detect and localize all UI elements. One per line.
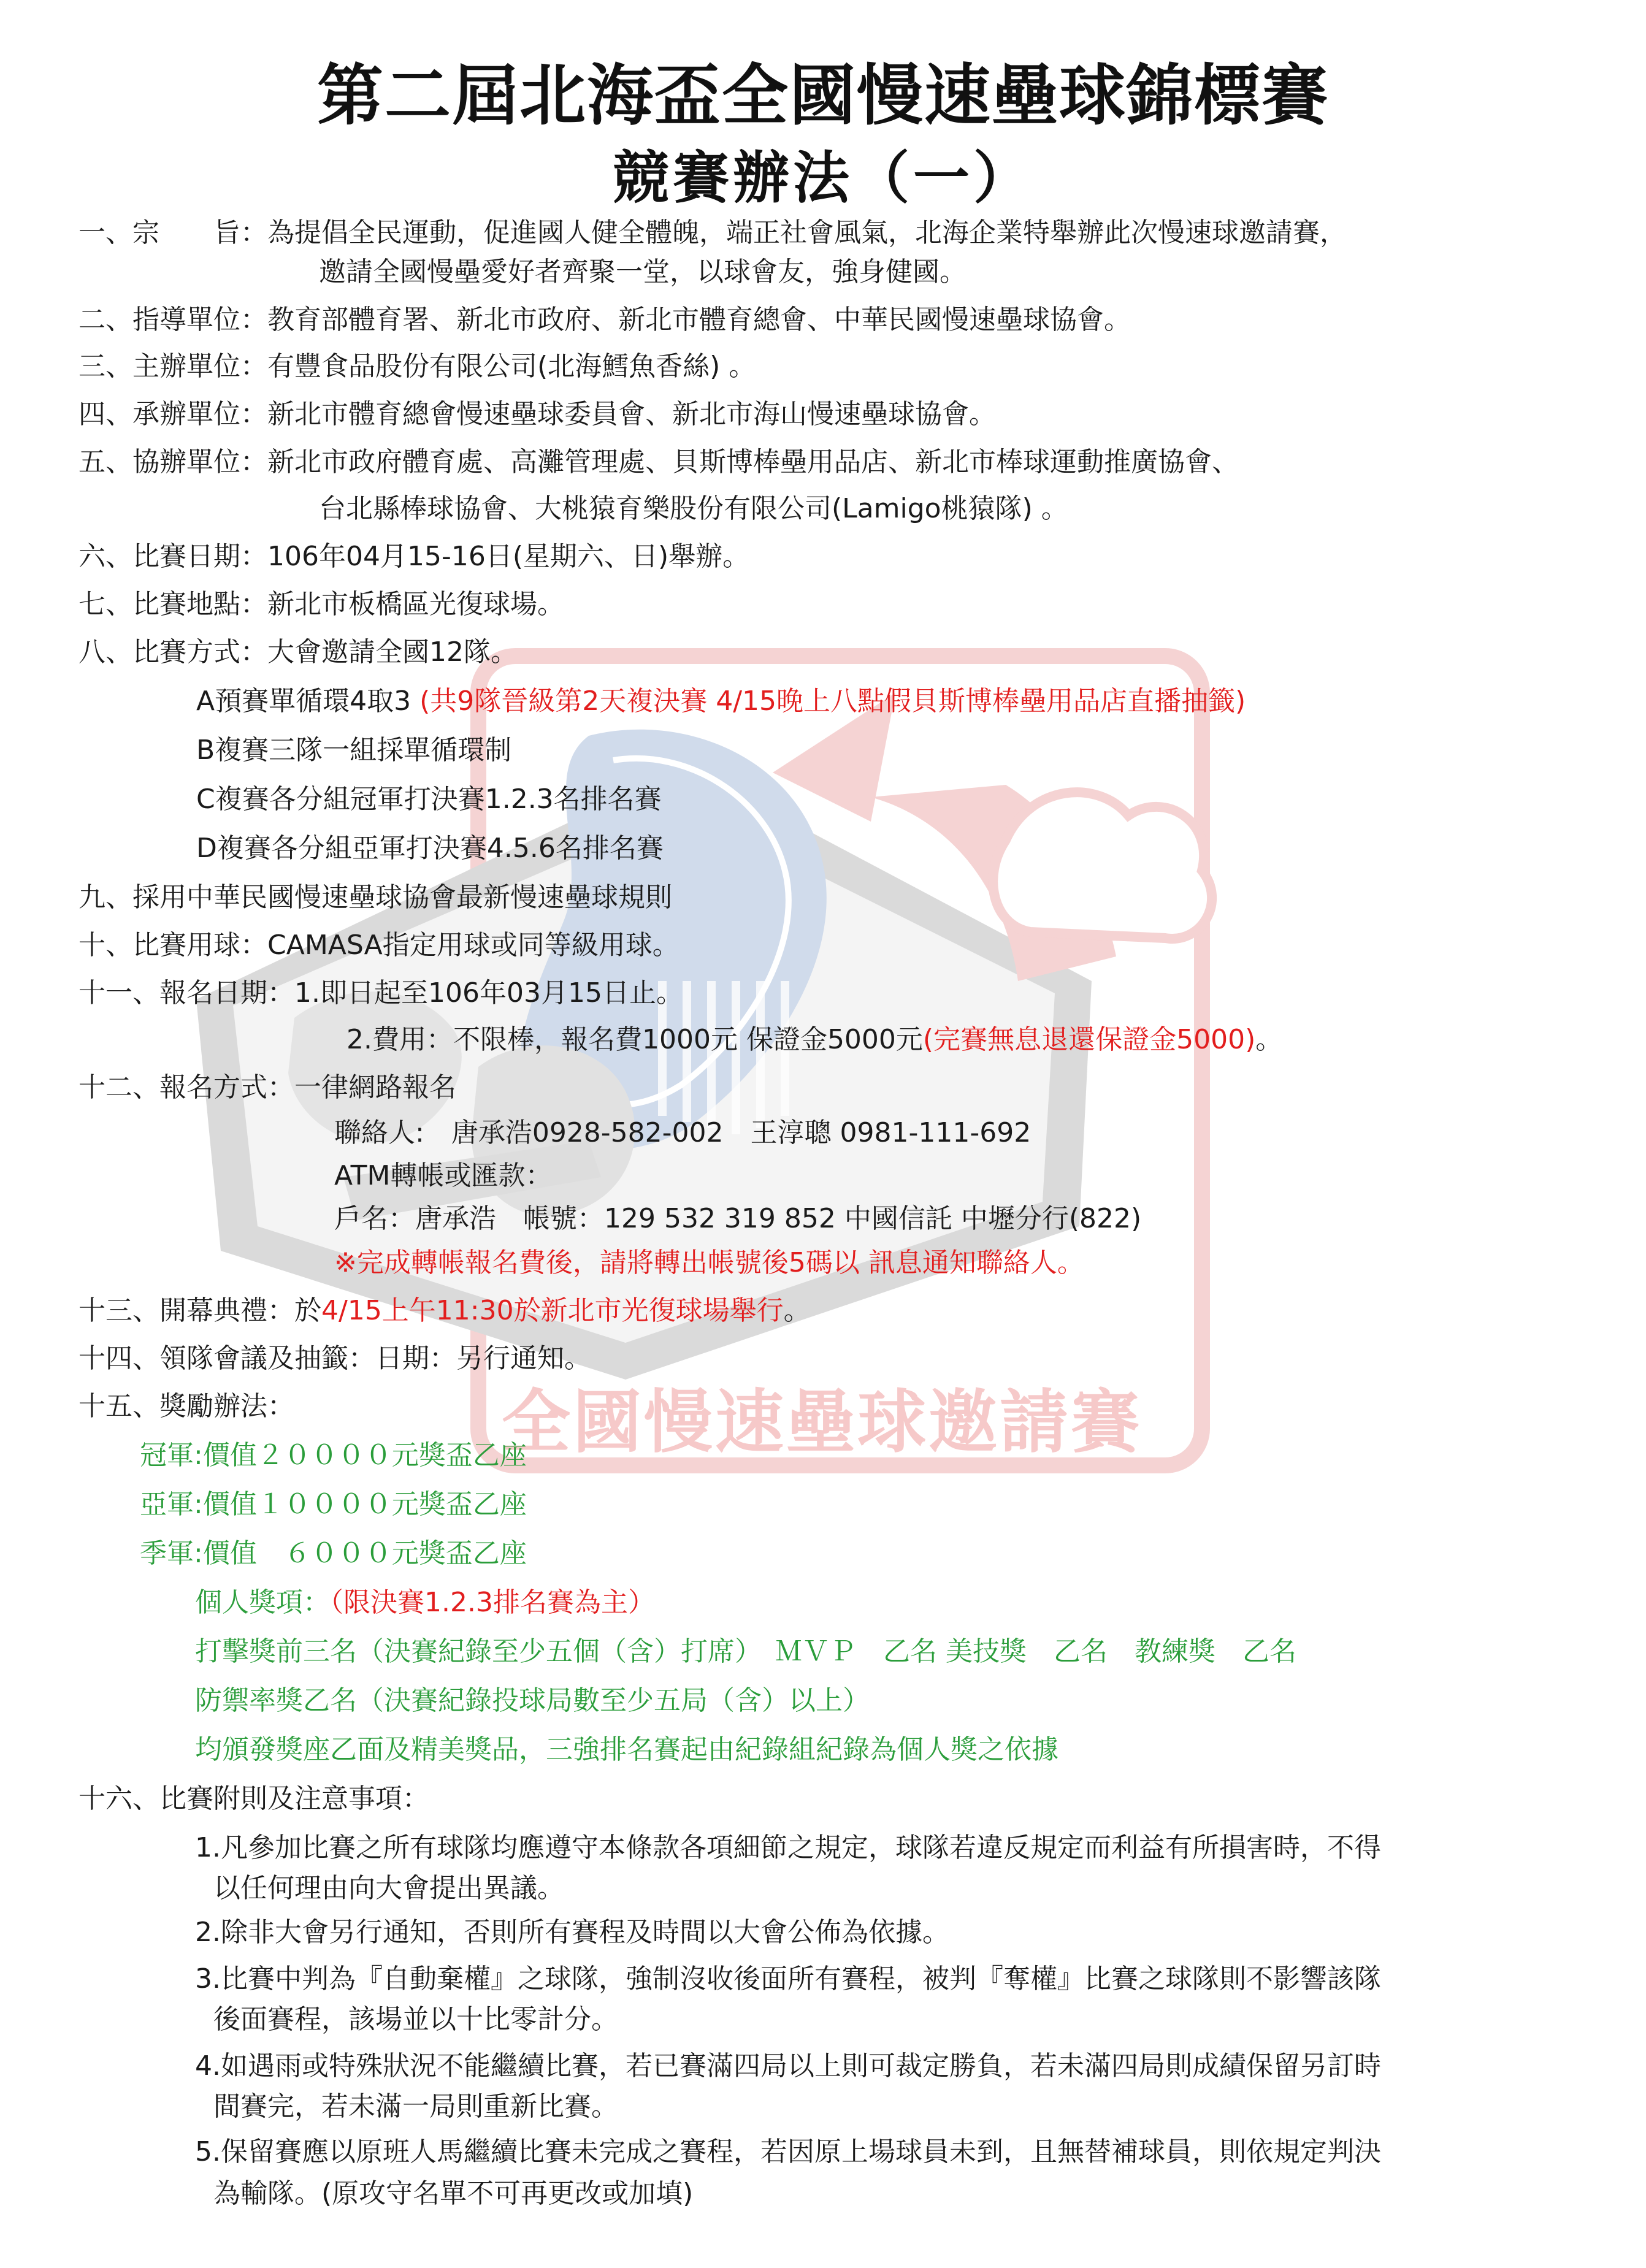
section-5-line-1	[78, 444, 1239, 481]
rule-4-line-1: 4.如遇雨或特殊狀況不能繼續比賽，若已賽滿四局以上則可裁定勝負，若未滿四局則成績保留另訂時	[195, 2050, 1381, 2082]
rule-2: 2.除非大會另行通知，否則所有賽程及時間以大會公佈為依據。	[195, 1917, 949, 1948]
section-16-label: 比賽附則及注意事項：	[159, 1783, 429, 1814]
section-12-number: 十二、	[78, 1072, 159, 1103]
section-16	[78, 1781, 429, 1817]
rule-1-line-1: 1.凡參加比賽之所有球隊均應遵守本條款各項細節之規定，球隊若違反規定而利益有所損害時，不得	[195, 1832, 1381, 1863]
section-11-number: 十一、	[78, 977, 159, 1009]
section-10-text: CAMASA指定用球或同等級用球。	[267, 930, 679, 961]
award-defense: 防禦率獎乙名（決賽紀錄投球局數至少五局（含）以上）	[195, 1685, 870, 1716]
award-individual-note: （限決賽1.2.3排名賽為主）	[330, 1587, 655, 1618]
section-16-number: 十六、	[78, 1783, 159, 1814]
section-8	[78, 634, 518, 671]
section-6-text: 106年04月15-16日(星期六、日)舉辦。	[267, 541, 750, 572]
section-10-number: 十、	[78, 930, 132, 961]
section-8-item-b: B複賽三隊一組採單循環制	[196, 735, 512, 766]
section-11-fee-end: 。	[1255, 1024, 1283, 1055]
section-3-number: 三、	[78, 351, 132, 382]
section-3-text: 有豐食品股份有限公司(北海鱈魚香絲) 。	[267, 351, 756, 382]
section-10-label: 比賽用球：	[132, 930, 267, 961]
section-1-line-2: 邀請全國慢壘愛好者齊聚一堂，以球會友，強身健國。	[319, 256, 967, 288]
section-13-label: 開幕典禮：	[159, 1295, 294, 1326]
section-7	[78, 586, 564, 623]
section-6-number: 六、	[78, 541, 132, 572]
section-11-label: 報名日期：	[159, 977, 294, 1009]
section-13-pre: 於	[294, 1295, 321, 1326]
section-6	[78, 538, 749, 575]
award-batting: 打擊獎前三名（決賽紀錄至少五個（含）打席） ＭＶＰ 乙名 美技獎 乙名 教練獎 乙名	[195, 1636, 1296, 1667]
rule-3-line-2: 後面賽程，該場並以十比零計分。	[213, 2004, 618, 2035]
section-15-label: 獎勵辦法：	[159, 1391, 294, 1422]
award-runner-up: 亞軍:價值１００００元獎盃乙座	[140, 1489, 527, 1520]
section-12-contact: 聯絡人: 唐承浩0928-582-002 王淳聰 0981-111-692	[334, 1117, 1032, 1148]
section-2-label: 指導單位：	[132, 304, 267, 335]
section-2-number: 二、	[78, 304, 132, 335]
award-individual	[195, 1584, 655, 1621]
section-4-label: 承辦單位：	[132, 399, 267, 430]
section-9-number: 九、	[78, 882, 132, 913]
section-13-end: 。	[783, 1295, 811, 1326]
section-8-item-d: D複賽各分組亞軍打決賽4.5.6名排名賽	[196, 833, 664, 864]
section-12-text: 一律網路報名	[294, 1072, 456, 1103]
section-3	[78, 348, 756, 385]
section-13	[78, 1292, 811, 1329]
section-15-number: 十五、	[78, 1391, 159, 1422]
award-third: 季軍:價值 ６０００元獎盃乙座	[140, 1538, 527, 1569]
section-14-number: 十四、	[78, 1343, 159, 1374]
section-11-fee-note: (完賽無息退還保證金5000)	[922, 1024, 1256, 1055]
section-5-label: 協辦單位：	[132, 446, 267, 478]
section-7-number: 七、	[78, 589, 132, 620]
section-8-label: 比賽方式：	[132, 636, 267, 668]
section-11-text: 1.即日起至106年03月15日止。	[294, 977, 683, 1009]
rule-3-line-1: 3.比賽中判為『自動棄權』之球隊，強制沒收後面所有賽程，被判『奪權』比賽之球隊則不影響該隊	[195, 1963, 1381, 1995]
section-13-number: 十三、	[78, 1295, 159, 1326]
watermark-text: 全國慢速壘球邀請賽	[502, 1383, 1142, 1462]
rule-5-line-1: 5.保留賽應以原班人馬繼續比賽未完成之賽程，若因原上場球員未到，且無替補球員，則依規定判決	[195, 2136, 1381, 2167]
section-8-item-c: C複賽各分組冠軍打決賽1.2.3名排名賽	[196, 784, 662, 815]
section-8-number: 八、	[78, 636, 132, 668]
section-2-text: 教育部體育署、新北市政府、新北市體育總會、中華民國慢速壘球協會。	[267, 304, 1131, 335]
section-1-label: 宗 旨：	[132, 217, 267, 248]
rule-5-line-2: 為輸隊。(原攻守名單不可再更改或加填)	[213, 2178, 694, 2209]
section-5-text: 新北市政府體育處、高灘管理處、貝斯博棒壘用品店、新北市棒球運動推廣協會、	[267, 446, 1239, 478]
section-11	[78, 975, 683, 1012]
section-3-label: 主辦單位：	[132, 351, 267, 382]
section-2	[78, 302, 1131, 338]
section-8-item-a-note: (共9隊晉級第2天複決賽 4/15晚上八點假貝斯博棒壘用品店直播抽籤)	[419, 685, 1246, 717]
section-8-text: 大會邀請全國12隊。	[267, 636, 518, 668]
section-5-line-2: 台北縣棒球協會、大桃猿育樂股份有限公司(Lamigo桃猿隊) 。	[319, 493, 1068, 524]
section-1-number: 一、	[78, 217, 132, 248]
section-15	[78, 1388, 294, 1425]
document-subtitle: 競賽辦法（一）	[612, 145, 1033, 211]
section-12	[78, 1069, 456, 1106]
section-7-label: 比賽地點：	[132, 589, 267, 620]
section-11-fee-text: 2.費用：不限棒，報名費1000元 保證金5000元	[346, 1024, 923, 1055]
section-12-label: 報名方式：	[159, 1072, 294, 1103]
section-9-text: 採用中華民國慢速壘球協會最新慢速壘球規則	[132, 882, 672, 913]
section-1-text: 為提倡全民運動，促進國人健全體魄，端正社會風氣，北海企業特舉辦此次慢速球邀請賽，	[267, 217, 1347, 248]
award-note: 均頒發獎座乙面及精美獎品，三強排名賽起由紀錄組紀錄為個人獎之依據	[195, 1734, 1058, 1765]
section-1-line-1	[78, 215, 1347, 251]
section-7-text: 新北市板橋區光復球場。	[267, 589, 564, 620]
section-10	[78, 927, 679, 964]
rule-1-line-2: 以任何理由向大會提出異議。	[213, 1873, 564, 1904]
section-8-item-a	[196, 683, 1246, 720]
rule-4-line-2: 間賽完，若未滿一局則重新比賽。	[213, 2091, 618, 2122]
section-4	[78, 396, 996, 433]
section-5-number: 五、	[78, 446, 132, 478]
section-12-atm: ATM轉帳或匯款：	[334, 1160, 553, 1191]
section-9	[78, 879, 672, 916]
section-14-label: 領隊會議及抽籤：	[159, 1343, 375, 1374]
award-individual-label: 個人獎項：	[195, 1587, 330, 1618]
section-12-account: 戶名：唐承浩 帳號：129 532 319 852 中國信託 中壢分行(822)	[334, 1203, 1142, 1234]
section-13-highlight: 4/15上午11:30於新北市光復球場舉行	[321, 1295, 784, 1326]
section-6-label: 比賽日期：	[132, 541, 267, 572]
section-11-fee	[346, 1021, 1282, 1058]
document-title: 第二屆北海盃全國慢速壘球錦標賽	[316, 58, 1329, 134]
section-14	[78, 1340, 591, 1377]
section-8-item-a-text: A預賽單循環4取3	[196, 685, 420, 717]
section-4-number: 四、	[78, 399, 132, 430]
section-12-note: ※完成轉帳報名費後，請將轉出帳號後5碼以 訊息通知聯絡人。	[334, 1247, 1084, 1278]
section-4-text: 新北市體育總會慢速壘球委員會、新北市海山慢速壘球協會。	[267, 399, 996, 430]
section-14-text: 日期：另行通知。	[375, 1343, 591, 1374]
award-champion: 冠軍:價值２００００元獎盃乙座	[140, 1440, 527, 1471]
